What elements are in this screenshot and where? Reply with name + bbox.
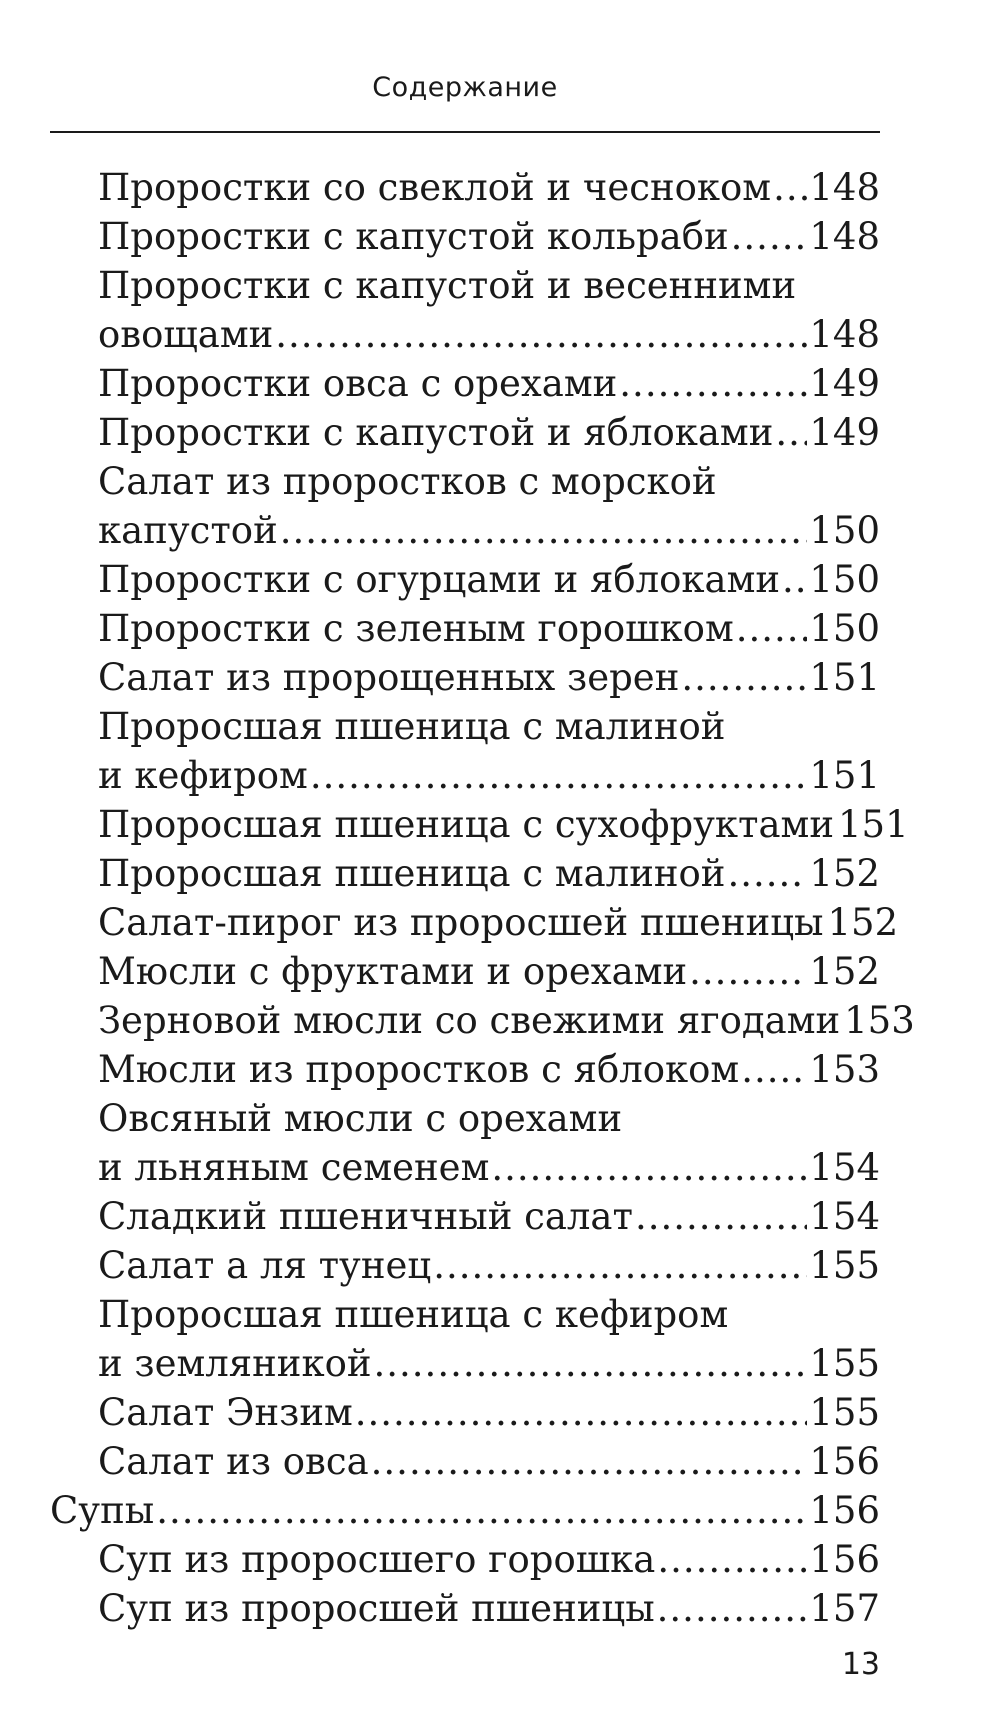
toc-entry-page-number: 152 — [809, 950, 880, 993]
toc-entry — [50, 163, 880, 212]
toc-entry — [50, 1094, 880, 1192]
toc-entry-page-number: 156 — [809, 1538, 880, 1581]
toc-entry — [50, 1045, 880, 1094]
dot-leader — [619, 359, 807, 408]
dot-leader — [775, 408, 807, 457]
toc-entry-title: Проросшая пшеница с сухофруктами — [98, 803, 834, 846]
toc-entry-page-number: 150 — [809, 558, 880, 601]
dot-leader — [727, 849, 807, 898]
toc-entry-line — [98, 996, 915, 1045]
toc-entry-title: Проростки с капустой кольраби — [98, 215, 729, 258]
toc-entry-title-line1: Овсяный мюсли с орехами — [98, 1097, 623, 1140]
toc-entry-page-number: 152 — [809, 852, 880, 895]
dot-leader — [773, 163, 807, 212]
toc-entry-title: Суп из проросшей пшеницы — [98, 1587, 655, 1630]
toc-entry-line — [98, 359, 880, 408]
dot-leader — [736, 604, 808, 653]
dot-leader — [491, 1143, 807, 1192]
dot-leader — [657, 1584, 808, 1633]
toc-entry-title: Зерновой мюсли со свежими ягодами — [98, 999, 841, 1042]
toc-entry-line — [98, 1584, 880, 1633]
toc-entry-line — [98, 1388, 880, 1437]
toc-entry-page-number: 151 — [809, 754, 880, 797]
toc-entry-line — [98, 849, 880, 898]
table-of-contents — [50, 163, 915, 1633]
toc-entry — [50, 1535, 880, 1584]
toc-entry-title: Суп из проросшего горошка — [98, 1538, 656, 1581]
toc-entry-page-number: 151 — [809, 656, 880, 699]
dot-leader — [689, 947, 807, 996]
toc-entry — [50, 457, 880, 555]
toc-entry-title: Салат-пирог из проросшей пшеницы — [98, 901, 824, 944]
dot-leader — [741, 1045, 807, 1094]
toc-entry-line — [98, 408, 880, 457]
toc-entry-page-number: 149 — [809, 411, 880, 454]
toc-entry-line — [50, 1486, 880, 1535]
toc-entry — [50, 1486, 880, 1535]
toc-entry-page-number: 155 — [809, 1391, 880, 1434]
toc-entry-title: и земляникой — [98, 1342, 372, 1385]
dot-leader — [310, 751, 808, 800]
toc-entry-title: и льняным семенем — [98, 1146, 490, 1189]
dot-leader — [657, 1535, 807, 1584]
toc-entry-page-number: 150 — [809, 607, 880, 650]
toc-entry-page-number: 155 — [809, 1244, 880, 1287]
toc-entry-page-number: 153 — [809, 1048, 880, 1091]
dot-leader — [156, 1486, 807, 1535]
page-number: 13 — [841, 1647, 880, 1682]
toc-entry — [50, 1290, 880, 1388]
toc-entry-title: Салат из овса — [98, 1440, 369, 1483]
dot-leader — [355, 1388, 808, 1437]
toc-entry-title: овощами — [98, 313, 274, 356]
toc-entry — [50, 1437, 880, 1486]
toc-entry — [50, 800, 909, 849]
toc-entry-line — [98, 163, 880, 212]
toc-entry — [50, 702, 880, 800]
toc-entry-title-line1: Проростки с капустой и весенними — [98, 264, 797, 307]
toc-entry — [50, 359, 880, 408]
toc-entry-title-line1: Проросшая пшеница с малиной — [98, 705, 726, 748]
toc-entry-line — [98, 1192, 880, 1241]
toc-entry-title: Мюсли с фруктами и орехами — [98, 950, 688, 993]
toc-entry-title: капустой — [98, 509, 278, 552]
toc-entry-line — [98, 1241, 880, 1290]
toc-entry-title: Проростки с капустой и яблоками — [98, 411, 774, 454]
toc-entry-title: Проростки с зеленым горошком — [98, 607, 734, 650]
running-head-title: Содержание — [372, 72, 558, 103]
toc-entry-line — [98, 310, 880, 359]
dot-leader — [681, 653, 807, 702]
toc-entry-page-number: 156 — [809, 1440, 880, 1483]
toc-entry-title: Супы — [50, 1489, 155, 1532]
toc-entry-page-number: 155 — [809, 1342, 880, 1385]
toc-entry-title: и кефиром — [98, 754, 308, 797]
toc-entry-page-number: 149 — [809, 362, 880, 405]
toc-entry — [50, 1241, 880, 1290]
toc-entry-title: Мюсли из проростков с яблоком — [98, 1048, 740, 1091]
toc-entry-title: Сладкий пшеничный салат — [98, 1195, 633, 1238]
toc-entry — [50, 212, 880, 261]
toc-entry — [50, 849, 880, 898]
toc-entry — [50, 947, 880, 996]
toc-entry-line — [98, 1535, 880, 1584]
toc-entry-line — [98, 506, 880, 555]
toc-entry-page-number: 148 — [809, 166, 880, 209]
toc-entry-page-number: 151 — [838, 803, 909, 846]
toc-entry-line — [98, 653, 880, 702]
dot-leader — [374, 1339, 808, 1388]
dot-leader — [635, 1192, 807, 1241]
dot-leader — [433, 1241, 807, 1290]
toc-entry-page-number: 157 — [809, 1587, 880, 1630]
toc-entry — [50, 555, 880, 604]
toc-entry-line — [98, 1437, 880, 1486]
toc-entry — [50, 898, 899, 947]
dot-leader — [275, 310, 807, 359]
dot-leader — [782, 555, 807, 604]
toc-entry-title: Салат из пророщенных зерен — [98, 656, 680, 699]
toc-entry-line — [98, 751, 880, 800]
toc-entry-line — [98, 212, 880, 261]
dot-leader — [371, 1437, 808, 1486]
toc-entry-page-number: 154 — [809, 1146, 880, 1189]
header-rule — [50, 131, 880, 133]
toc-entry-title-line1: Салат из проростков с морской — [98, 460, 717, 503]
toc-entry — [50, 1192, 880, 1241]
toc-entry-title: Проросшая пшеница с малиной — [98, 852, 726, 895]
dot-leader — [731, 212, 808, 261]
toc-entry-line — [98, 1339, 880, 1388]
toc-entry-line — [98, 1045, 880, 1094]
toc-entry-line — [98, 800, 909, 849]
toc-entry-page-number: 148 — [809, 313, 880, 356]
toc-entry-page-number: 153 — [844, 999, 915, 1042]
toc-entry-page-number: 152 — [827, 901, 899, 944]
toc-entry-line — [98, 947, 880, 996]
toc-entry-title: Салат а ля тунец — [98, 1244, 432, 1287]
toc-entry-line — [98, 1143, 880, 1192]
toc-entry-page-number: 148 — [809, 215, 880, 258]
toc-entry — [50, 996, 915, 1045]
toc-entry-page-number: 156 — [809, 1489, 880, 1532]
toc-entry — [50, 1584, 880, 1633]
toc-entry-title: Проростки с огурцами и яблоками — [98, 558, 781, 601]
dot-leader — [280, 506, 808, 555]
toc-entry-title-line1: Проросшая пшеница с кефиром — [98, 1293, 729, 1336]
toc-entry — [50, 604, 880, 653]
toc-entry — [50, 261, 880, 359]
toc-entry-line — [98, 604, 880, 653]
toc-entry-line — [98, 898, 899, 947]
toc-entry — [50, 1388, 880, 1437]
toc-entry-line — [98, 555, 880, 604]
toc-entry — [50, 653, 880, 702]
toc-entry-title: Проростки со свеклой и чесноком — [98, 166, 772, 209]
toc-entry-title: Проростки овса с орехами — [98, 362, 618, 405]
toc-entry-title: Салат Энзим — [98, 1391, 353, 1434]
toc-entry — [50, 408, 880, 457]
toc-entry-page-number: 150 — [809, 509, 880, 552]
toc-entry-page-number: 154 — [809, 1195, 880, 1238]
